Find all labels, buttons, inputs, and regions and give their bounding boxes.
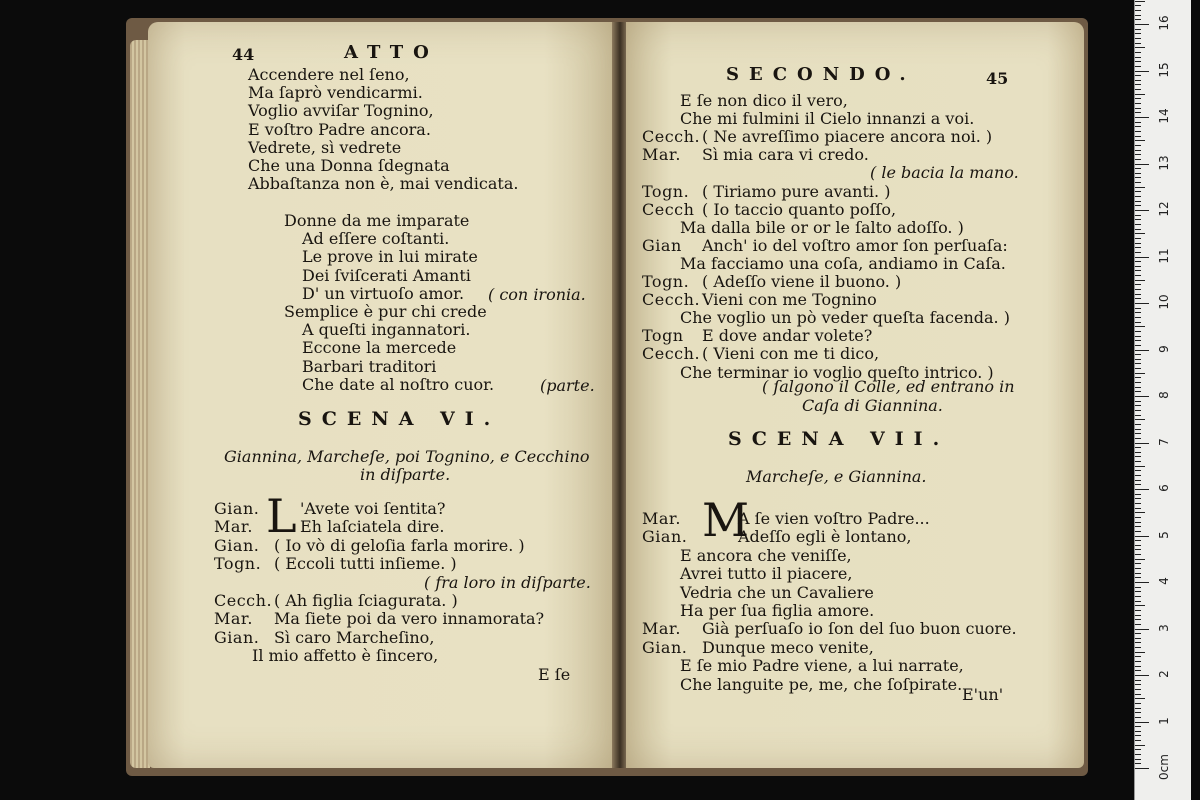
ruler-tick [1135, 438, 1141, 439]
aria-line: A queſti ingannatori. [302, 320, 471, 340]
ruler-tick [1135, 642, 1141, 643]
ruler-tick [1135, 117, 1149, 118]
speaker-label: Mar. [214, 517, 253, 537]
ruler-tick [1135, 61, 1141, 62]
ruler-number: 4 [1157, 577, 1171, 585]
ruler-tick [1135, 726, 1141, 727]
ruler-tick [1135, 554, 1141, 555]
ruler-tick [1135, 10, 1141, 11]
ruler-tick [1135, 308, 1141, 309]
ruler-tick [1135, 19, 1141, 20]
ruler-number: 14 [1157, 108, 1171, 124]
stage-direction: ( con ironia. [488, 285, 586, 304]
ruler-tick [1135, 382, 1141, 383]
dialogue-text: Che mi fulmini il Cielo innanzi a voi. [680, 109, 975, 129]
dialogue-text: Ha per ſua figlia amore. [680, 601, 875, 620]
scene-title: SCENA VII. [728, 428, 950, 450]
ruler-tick [1135, 494, 1141, 495]
speaker-label: Cecch. [214, 591, 273, 610]
ruler-tick [1135, 140, 1145, 141]
ruler-tick [1135, 29, 1141, 30]
dialogue-text: ( Io vò di geloſia farla morire. ) [274, 535, 525, 555]
ruler-tick [1135, 484, 1141, 485]
ruler-tick [1135, 336, 1141, 337]
left-page [148, 22, 614, 768]
ruler-tick [1135, 480, 1141, 481]
ruler-tick [1135, 294, 1141, 295]
ruler-tick [1135, 429, 1141, 430]
ruler-number: 5 [1157, 530, 1171, 539]
ruler-tick [1135, 89, 1141, 90]
right-page [626, 22, 1084, 768]
speaker-label: Gian. [214, 627, 260, 647]
ruler-tick [1135, 526, 1141, 527]
ruler-tick [1135, 243, 1141, 244]
dialogue-text: Sì mia cara vi credo. [702, 145, 869, 165]
ruler-tick [1135, 754, 1141, 755]
ruler-number: 12 [1157, 201, 1171, 217]
ruler-tick [1135, 591, 1141, 592]
ruler-tick [1135, 391, 1141, 392]
ruler-tick [1135, 345, 1141, 346]
ruler-number: 6 [1157, 484, 1171, 492]
ruler-number: 2 [1157, 670, 1171, 678]
ruler-tick [1135, 317, 1141, 318]
ruler-tick [1135, 582, 1149, 583]
speaker-label: Mar. [642, 619, 681, 639]
dialogue-text: 'Avete voi ſentita? [300, 499, 446, 518]
ruler-tick [1135, 224, 1141, 225]
ruler-tick [1135, 5, 1141, 6]
ruler-tick [1135, 84, 1141, 85]
ruler-tick [1135, 666, 1141, 667]
ruler-number: 8 [1157, 391, 1171, 399]
ruler-tick [1135, 173, 1141, 174]
running-header: SECONDO. [726, 64, 916, 85]
ruler-unit-label: 0cm [1157, 754, 1171, 780]
aria-line: Donne da me imparate [284, 211, 470, 230]
ruler-tick [1135, 94, 1145, 95]
ruler-tick [1135, 675, 1149, 676]
verse-line: Voglio avviſar Tognino, [248, 101, 434, 121]
ruler-tick [1135, 103, 1141, 104]
ruler-tick [1135, 312, 1141, 313]
verse-line: Accendere nel ſeno, [248, 65, 410, 84]
ruler-tick [1135, 396, 1149, 397]
stage-direction: ( ſalgono il Colle, ed entrano in [762, 377, 1015, 396]
dialogue-text: Adeſſo egli è lontano, [738, 527, 912, 547]
ruler-tick [1135, 503, 1141, 504]
aria-line: D' un virtuoſo amor. [302, 283, 465, 303]
ruler-tick [1135, 656, 1141, 657]
ruler-tick [1135, 624, 1141, 625]
ruler-tick [1135, 489, 1149, 490]
speaker-label: Mar. [642, 509, 681, 528]
ruler-tick [1135, 443, 1149, 444]
ruler-tick [1135, 219, 1141, 220]
dialogue-text: ( Ah figlia ſciagurata. ) [274, 591, 458, 610]
ruler-tick [1135, 601, 1141, 602]
speaker-label: Gian [642, 235, 682, 255]
ruler-tick [1135, 708, 1141, 709]
dialogue-text: Che terminar io voglio queſto intrico. ) [680, 362, 994, 382]
ruler-tick [1135, 549, 1141, 550]
verse-line: Che una Donna ſdegnata [248, 156, 450, 175]
drop-cap: L [266, 489, 297, 543]
ruler-tick [1135, 150, 1141, 151]
dialogue-text: Eh laſciatela dire. [300, 517, 445, 537]
character-list: Marcheſe, e Giannina. [746, 467, 927, 486]
ruler-number: 10 [1157, 294, 1171, 310]
ruler-tick [1135, 498, 1141, 499]
ruler-tick [1135, 605, 1145, 606]
dialogue-text: Vieni con me Tognino [702, 290, 877, 310]
ruler-tick [1135, 517, 1141, 518]
ruler-tick [1135, 350, 1149, 351]
ruler-tick [1135, 71, 1149, 72]
ruler-tick [1135, 303, 1149, 304]
ruler-tick [1135, 38, 1141, 39]
dialogue-text: Già perſuaſo io ſon del ſuo buon cuore. [702, 619, 1017, 639]
running-header: ATTO [344, 42, 439, 63]
ruler-tick [1135, 252, 1141, 253]
ruler-tick [1135, 159, 1141, 160]
dialogue-text: Che languite pe, me, che ſoſpirate. [680, 674, 963, 694]
ruler-tick [1135, 66, 1141, 67]
ruler-tick [1135, 331, 1141, 332]
ruler-tick [1135, 201, 1141, 202]
ruler-tick [1135, 596, 1141, 597]
speaker-label: Togn [642, 326, 684, 346]
ruler-tick [1135, 238, 1141, 239]
ruler-tick [1135, 266, 1141, 267]
ruler-tick [1135, 80, 1141, 81]
ruler-tick [1135, 126, 1141, 127]
ruler-number: 16 [1157, 15, 1171, 31]
ruler-tick [1135, 680, 1141, 681]
ruler-tick [1135, 694, 1141, 695]
dialogue-text: ( Ne avreſſimo piacere ancora noi. ) [702, 127, 993, 147]
dialogue-text: Ma dalla bile or or le ſalto adoſſo. ) [680, 217, 964, 237]
catchword: E'un' [962, 685, 1004, 704]
ruler-tick [1135, 740, 1141, 741]
dialogue-text: Anch' io del voſtro amor ſon perſuaſa: [702, 235, 1008, 255]
speaker-label: Cecch. [642, 127, 701, 147]
ruler-tick [1135, 522, 1141, 523]
ruler-tick [1135, 24, 1149, 25]
ruler-tick [1135, 433, 1141, 434]
ruler-tick [1135, 615, 1141, 616]
stage-direction-cont: Caſa di Giannina. [802, 396, 943, 415]
ruler-number: 1 [1157, 716, 1171, 725]
ruler-tick [1135, 98, 1141, 99]
ruler-tick [1135, 508, 1141, 509]
ruler-tick [1135, 670, 1141, 671]
ruler-tick [1135, 405, 1141, 406]
ruler-tick [1135, 196, 1141, 197]
ruler-tick [1135, 745, 1145, 746]
ruler-tick [1135, 145, 1141, 146]
ruler-tick [1135, 559, 1145, 560]
ruler-tick [1135, 722, 1149, 723]
ruler-tick [1135, 43, 1141, 44]
aria-line: Le prove in lui mirate [302, 247, 478, 267]
aria-line: Dei ſviſcerati Amanti [302, 265, 471, 285]
ruler-tick [1135, 717, 1141, 718]
ruler-number: 7 [1157, 437, 1171, 446]
ruler-tick [1135, 298, 1141, 299]
ruler-tick [1135, 531, 1141, 532]
ruler-tick [1135, 638, 1141, 639]
aria-line: Semplice è pur chi crede [284, 302, 487, 321]
ruler-tick [1135, 703, 1141, 704]
ruler-tick [1135, 354, 1141, 355]
ruler-tick [1135, 229, 1141, 230]
ruler-tick [1135, 136, 1141, 137]
ruler-tick [1135, 759, 1141, 760]
aria-line: Che date al noſtro cuor. [302, 374, 495, 394]
ruler-tick [1135, 57, 1141, 58]
dialogue-text: ( Adeſſo viene il buono. ) [702, 272, 902, 291]
ruler-tick [1135, 275, 1141, 276]
speaker-label: Gian. [214, 499, 260, 518]
catchword: E ſe [538, 665, 571, 684]
ruler-tick [1135, 270, 1141, 271]
ruler-tick [1135, 768, 1149, 769]
ruler-tick [1135, 410, 1141, 411]
ruler-tick [1135, 568, 1141, 569]
ruler-tick [1135, 284, 1141, 285]
ruler-tick [1135, 415, 1141, 416]
ruler-tick [1135, 647, 1141, 648]
ruler-tick [1135, 536, 1149, 537]
ruler-tick [1135, 633, 1141, 634]
ruler-tick [1135, 629, 1149, 630]
dialogue-text: Dunque meco venite, [702, 637, 874, 657]
ruler-number: 13 [1157, 154, 1171, 171]
ruler-tick [1135, 610, 1141, 611]
dialogue-text: Che voglio un pò veder queſta facenda. ) [680, 308, 1010, 328]
verse-line: E voſtro Padre ancora. [248, 119, 431, 139]
aria-line: Barbari traditori [302, 356, 437, 376]
dialogue-text: ( Vieni con me ti dico, [702, 344, 880, 364]
ruler-tick [1135, 1, 1145, 2]
ruler-tick [1135, 698, 1145, 699]
ruler-tick [1135, 735, 1141, 736]
ruler-tick [1135, 419, 1145, 420]
ruler-tick [1135, 359, 1141, 360]
ruler-tick [1135, 712, 1141, 713]
speaker-label: Cecch. [642, 290, 701, 310]
ruler-tick [1135, 205, 1141, 206]
speaker-label: Gian. [642, 527, 688, 547]
ruler-tick [1135, 168, 1141, 169]
dialogue-text: A ſe vien voſtro Padre... [738, 509, 930, 528]
speaker-label: Togn. [642, 181, 690, 201]
character-list: Giannina, Marcheſe, poi Tognino, e Cecchino [224, 447, 590, 466]
ruler-tick [1135, 684, 1141, 685]
page-edges [130, 40, 150, 768]
ruler-tick [1135, 164, 1149, 165]
ruler-tick [1135, 461, 1141, 462]
ruler-tick [1135, 52, 1141, 53]
dialogue-text: Sì caro Marcheſino, [274, 627, 435, 647]
ruler-tick [1135, 210, 1149, 211]
ruler-tick [1135, 545, 1141, 546]
dialogue-text: ( Eccoli tutti inſieme. ) [274, 554, 457, 574]
ruler-tick [1135, 33, 1141, 34]
ruler-tick [1135, 187, 1145, 188]
dialogue-text: E dove andar volete? [702, 326, 873, 346]
ruler-tick [1135, 652, 1145, 653]
speaker-label: Cecch. [642, 344, 701, 364]
ruler-tick [1135, 563, 1141, 564]
ruler-number: 11 [1157, 247, 1171, 264]
speaker-label: Togn. [214, 554, 262, 574]
ruler-tick [1135, 573, 1141, 574]
page-number: 45 [986, 69, 1009, 88]
ruler-tick [1135, 257, 1149, 258]
ruler-tick [1135, 373, 1145, 374]
ruler-tick [1135, 577, 1141, 578]
ruler-tick [1135, 154, 1141, 155]
speaker-label: Gian. [214, 535, 260, 555]
ruler-tick [1135, 108, 1141, 109]
speaker-label: Gian. [642, 637, 688, 657]
speaker-label: Cecch [642, 199, 695, 219]
stage-direction: (parte. [540, 376, 595, 395]
verse-line: Vedrete, sì vedrete [248, 137, 402, 157]
ruler-tick [1135, 368, 1141, 369]
ruler-tick [1135, 470, 1141, 471]
ruler-tick [1135, 619, 1141, 620]
ruler-tick [1135, 322, 1141, 323]
dialogue-text: E ſe non dico il vero, [680, 91, 848, 110]
speaker-label: Mar. [642, 145, 681, 165]
dialogue-text: ( Io taccio quanto poſſo, [702, 199, 897, 219]
ruler-tick [1135, 280, 1145, 281]
speaker-label: Mar. [214, 609, 253, 629]
ruler-tick [1135, 131, 1141, 132]
ruler-tick [1135, 326, 1145, 327]
ruler-tick [1135, 512, 1145, 513]
dialogue-text: ( le bacia la mano. [870, 163, 1019, 183]
dialogue-text: ( Tiriamo pure avanti. ) [702, 181, 891, 201]
ruler-tick [1135, 247, 1141, 248]
aria-line: Ad eſſere coſtanti. [302, 229, 450, 249]
ruler-tick [1135, 452, 1141, 453]
ruler-tick [1135, 689, 1141, 690]
dialogue-text: Ma ſiete poi da vero innamorata? [274, 609, 545, 629]
character-list-cont: in diſparte. [360, 465, 451, 484]
ruler-tick [1135, 456, 1141, 457]
dialogue-text: E ancora che veniſſe, [680, 545, 852, 565]
ruler-tick [1135, 215, 1141, 216]
ruler-tick [1135, 731, 1141, 732]
ruler-tick [1135, 233, 1145, 234]
ruler-tick [1135, 15, 1141, 16]
ruler-tick [1135, 289, 1141, 290]
dialogue-text: Ma facciamo una coſa, andiamo in Caſa. [680, 253, 1006, 273]
ruler-tick [1135, 47, 1145, 48]
ruler-tick [1135, 122, 1141, 123]
ruler-tick [1135, 540, 1141, 541]
ruler-number: 9 [1157, 344, 1171, 353]
ruler-number: 3 [1157, 623, 1171, 632]
scene-title: SCENA VI. [298, 408, 501, 430]
verse-line: Abbaſtanza non è, mai vendicata. [248, 174, 519, 194]
ruler-tick [1135, 387, 1141, 388]
speaker-label: Togn. [642, 272, 690, 291]
ruler-tick [1135, 340, 1141, 341]
ruler-tick [1135, 182, 1141, 183]
measuring-ruler [1134, 0, 1191, 800]
ruler-tick [1135, 424, 1141, 425]
ruler-tick [1135, 763, 1141, 764]
ruler-tick [1135, 112, 1141, 113]
ruler-tick [1135, 661, 1141, 662]
ruler-tick [1135, 177, 1141, 178]
dialogue-text: Il mio affetto è ſincero, [252, 646, 439, 666]
ruler-tick [1135, 466, 1145, 467]
dialogue-text: ( fra loro in diſparte. [424, 572, 591, 592]
ruler-tick [1135, 475, 1141, 476]
ruler-number: 15 [1157, 61, 1171, 78]
ruler-tick [1135, 447, 1141, 448]
page-number: 44 [232, 45, 255, 64]
drop-cap: M [702, 493, 750, 547]
ruler-tick [1135, 191, 1141, 192]
ruler-tick [1135, 75, 1141, 76]
aria-line: Eccone la mercede [302, 338, 457, 358]
dialogue-text: E ſe mio Padre viene, a lui narrate, [680, 656, 964, 676]
verse-line: Ma ſaprò vendicarmi. [248, 83, 423, 103]
ruler-tick [1135, 363, 1141, 364]
ruler-tick [1135, 749, 1141, 750]
ruler-tick [1135, 401, 1141, 402]
ruler-tick [1135, 377, 1141, 378]
ruler-tick [1135, 587, 1141, 588]
dialogue-text: Avrei tutto il piacere, [680, 564, 853, 584]
dialogue-text: Vedria che un Cavaliere [680, 582, 874, 602]
ruler-tick [1135, 261, 1141, 262]
